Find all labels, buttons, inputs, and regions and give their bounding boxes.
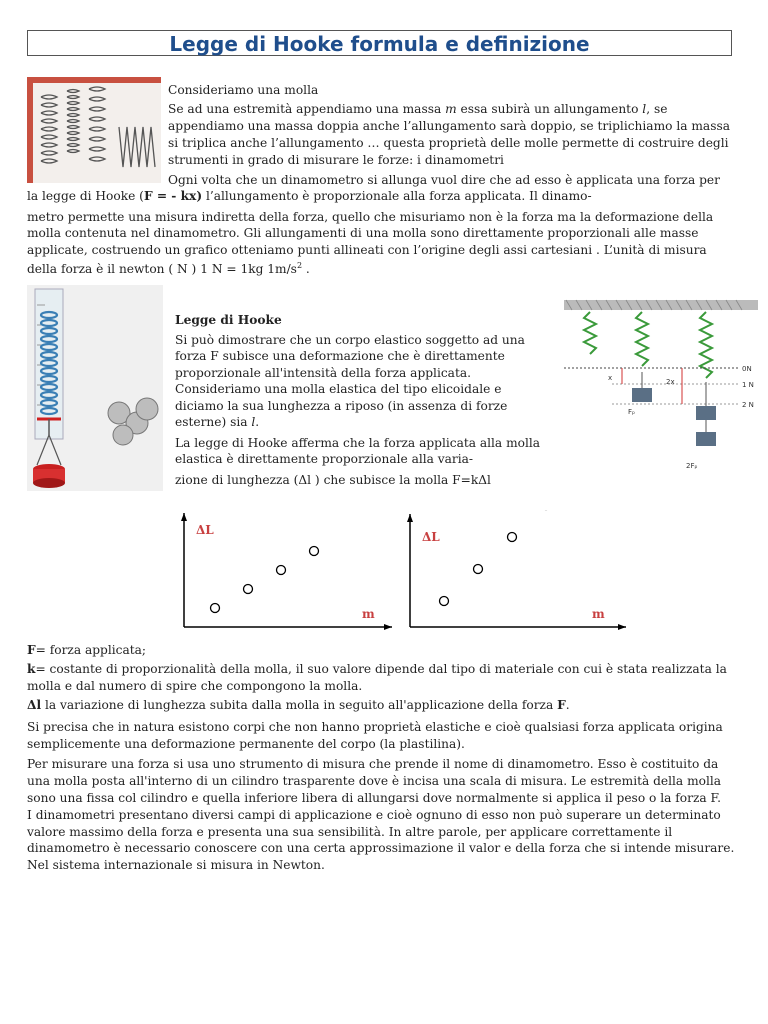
- label-2x: 2x: [666, 378, 675, 386]
- graph-2-xlabel: m: [592, 607, 605, 621]
- graph-1-point-1: [211, 604, 220, 613]
- label-0n: 0N: [742, 365, 752, 373]
- label-fp: Fₚ: [628, 408, 636, 416]
- label-2n: 2 N: [742, 401, 754, 409]
- intro-line8: molla contenuta nel dinamometro. Gli allungamenti di una molla sono direttamente proporzionali alle masse: [27, 226, 699, 240]
- graph-2-point-3: [508, 533, 517, 542]
- graph-2-point-1: [440, 597, 449, 606]
- hooke-line6: esterne) sia l.: [175, 415, 260, 429]
- graph-1-point-2: [244, 585, 253, 594]
- label-1n: 1 N: [742, 381, 754, 389]
- intro-heading: Consideriamo una molla: [168, 83, 319, 97]
- hooke-line4: Consideriamo una molla elastica del tipo elicoidale e: [175, 382, 502, 396]
- intro-line7: metro permette una misura indiretta della forza, quello che misuriamo non è la forza ma la deformazione della: [27, 210, 714, 224]
- intro-line5: Ogni volta che un dinamometro si allunga vuol dire che ad esso è applicata una forza per: [168, 173, 720, 187]
- spring-weights-diagram: [562, 298, 762, 488]
- dyn-line3: sono una fissa col cilindro e quella inferiore libera di allungarsi dove normalmente si applica il peso o la forza F.: [27, 791, 721, 805]
- dyn-line4: I dinamometri presentano diversi campi di applicazione e cioè ognuno di esso non può superare un determinato: [27, 808, 721, 822]
- intro-line10: della forza è il newton ( N ) 1 N = 1kg $1m/s^2$ .: [27, 261, 310, 277]
- def-k-line2: molla e dal numero di spire che compongono la molla.: [27, 679, 363, 693]
- graph-2-point-2: [474, 565, 483, 574]
- intro-line4: strumenti in grado di misurare le forze: i dinamometri: [168, 153, 504, 167]
- dyn-line1: Per misurare una forza si usa uno strumento di misura che prende il nome di dinamometro. Esso è costituito da: [27, 757, 719, 771]
- elastic-line2: semplicemente una deformazione permanente del corpo (la plastilina).: [27, 737, 465, 751]
- springs-image: [27, 77, 161, 183]
- graph-1-point-3: [277, 566, 286, 575]
- hooke-line3: proporzionale all'intensità della forza applicata.: [175, 366, 471, 380]
- page-title: Legge di Hooke formula e definizione: [169, 32, 590, 56]
- def-f: F= forza applicata;: [27, 643, 147, 657]
- graph-2: [400, 510, 635, 635]
- dyn-line2: una molla posta all'interno di un cilindro trasparente dove è incisa una scala di misura. Le estremità della molla: [27, 774, 722, 788]
- intro-line2: appendiamo una massa doppia anche l’allungamento sarà doppio, se triplichiamo la massa: [168, 119, 730, 133]
- graph-2-ylabel: ΔL: [422, 530, 440, 544]
- hooke-line1: Si può dimostrare che un corpo elastico soggetto ad una: [175, 333, 525, 347]
- elastic-line1: Si precisa che in natura esistono corpi che non hanno proprietà elastiche e cioè qualsiasi forza applicata origina: [27, 720, 723, 734]
- hooke-heading: Legge di Hooke: [175, 313, 282, 327]
- def-k: k= costante di proporzionalità della molla, il suo valore dipende dal tipo di materiale con cui è stata realizzata la: [27, 662, 727, 676]
- graph-1-xlabel: m: [362, 607, 375, 621]
- intro-line3: si triplica anche l’allungamento … questa proprietà delle molle permette di costruire degli: [168, 136, 729, 150]
- graph-1: [170, 505, 400, 635]
- dyn-line5: valore massimo della forza e presenta una sua sensibilità. In altre parole, per applicare correttamente il: [27, 825, 673, 839]
- graph-1-point-4: [310, 547, 319, 556]
- graph-1-ylabel: ΔL: [196, 523, 214, 537]
- hooke-line5: diciamo la sua lunghezza a riposo (in assenza di forze: [175, 399, 508, 413]
- dyn-line7: Nel sistema internazionale si misura in Newton.: [27, 858, 325, 872]
- label-2fp: 2Fₚ: [686, 462, 698, 470]
- hooke-line2: forza F subisce una deformazione che è direttamente: [175, 349, 505, 363]
- intro-line1: Se ad una estremità appendiamo una massa m essa subirà un allungamento l, se: [168, 102, 668, 116]
- label-x: x: [608, 374, 613, 382]
- dynamometer-image: [27, 285, 163, 491]
- hooke-line9: zione di lunghezza (Δl ) che subisce la molla F=kΔl: [175, 473, 491, 487]
- title-box: [27, 30, 732, 56]
- intro-line6: la legge di Hooke (F = - kx) l’allungamento è proporzionale alla forza applicata. Il dinamo-: [27, 189, 592, 203]
- dyn-line6: dinamometro è necessario conoscere con una certa approssimazione il valor e della forza che si intende misurare.: [27, 841, 735, 855]
- hooke-line8: elastica è direttamente proporzionale alla varia-: [175, 452, 474, 466]
- hooke-line7: La legge di Hooke afferma che la forza applicata alla molla: [175, 436, 541, 450]
- intro-line9: applicate, costruendo un grafico otteniamo punti allineati con l’origine degli assi cartesiani . L’unità di misura: [27, 243, 707, 257]
- def-dl: Δl la variazione di lunghezza subita dalla molla in seguito all'applicazione della forza F.: [27, 698, 570, 712]
